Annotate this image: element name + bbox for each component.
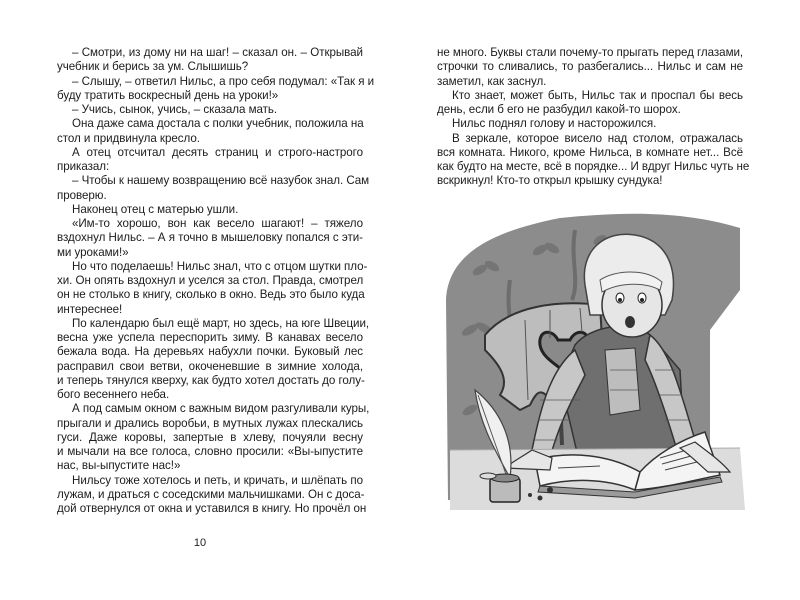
boy-mouth-open xyxy=(625,316,635,328)
text-line: стол и придвинула кресло. xyxy=(57,131,200,145)
text-line: Нильс поднял голову и насторожился. xyxy=(452,117,657,131)
right-page-text xyxy=(437,46,750,189)
text-line: А отец отсчитал десять страниц и строго-настрого xyxy=(72,145,363,159)
right-page xyxy=(400,0,800,600)
text-line: гуси. Даже коровы, запертые в хлеву, почуяли весну xyxy=(57,430,363,444)
text-line: – Чтобы к нашему возвращению всё назубок знал. Сам xyxy=(72,174,370,188)
text-line: лужам, и драться с соседскими мальчишками. Он с доса- xyxy=(57,487,365,501)
text-line: Она даже сама достала с полки учебник, положила на xyxy=(72,117,364,131)
text-line: Но что поделаешь! Нильс знал, что с отцом шутки пло- xyxy=(72,259,368,273)
text-line: учебник и берись за ум. Слышишь? xyxy=(57,60,249,74)
illustration-nils-reading xyxy=(440,210,785,515)
text-line: Кто знает, может быть, Нильс так и проспал бы весь xyxy=(452,88,743,102)
text-line: – Смотри, из дому ни на шаг! – сказал он. – Открывай xyxy=(72,46,363,59)
text-line: вскрикнул! Кто-то открыл крышку сундука! xyxy=(437,174,663,188)
text-line: А под самым окном с важным видом разгуливали куры, xyxy=(72,402,370,416)
text-line: бежала вода. На деревьях набухли почки. Буковый лес xyxy=(57,345,363,359)
text-line: заметил, как заснул. xyxy=(437,74,547,88)
text-line: Нильсу тоже хотелось и петь, и кричать, и шлёпать по xyxy=(72,473,363,487)
text-line: расправил свои ветви, окоченевшие в зимние холода, xyxy=(57,359,363,373)
text-line: и теперь тянулся кверху, как будто хотел достать до голу- xyxy=(57,373,365,387)
text-line: он не столько в книгу, сколько в окно. Ведь это было куда xyxy=(57,288,365,302)
text-line: «Им-то хорошо, вон как весело шагают! – тяжело xyxy=(72,217,363,230)
text-line: нас, вы-ыпустите нас!» xyxy=(57,459,181,473)
text-line: буду тратить воскресный день на уроки!» xyxy=(57,88,279,102)
text-line: По календарю был ещё март, но здесь, на юге Швеции, xyxy=(72,316,370,330)
text-line: проверю. xyxy=(57,188,107,202)
text-line: дой отвернулся от окна и уставился в книгу. Но прочёл он xyxy=(57,502,367,515)
left-page-text xyxy=(57,46,375,516)
page-number: 10 xyxy=(193,537,207,549)
text-line: вздохнул Нильс. – А я точно в мышеловку попался с эти- xyxy=(57,231,363,245)
text-line: приказал: xyxy=(57,160,110,173)
text-line: интереснее! xyxy=(57,302,123,316)
text-line: бого весеннего неба. xyxy=(57,388,170,401)
text-line: как будто на месте, всё в порядке... И вдруг Нильс чуть не xyxy=(437,160,750,173)
text-line: Наконец отец с матерью ушли. xyxy=(72,202,239,216)
text-line: – Учись, сынок, учись, – сказала мать. xyxy=(72,103,278,116)
text-line: – Слышу, – ответил Нильс, а про себя подумал: «Так я и xyxy=(72,74,375,88)
text-line: вся комната. Никого, кроме Нильса, в комнате нет... Всё xyxy=(437,145,743,159)
text-line: прыгали и дрались воробьи, в мутных лужах плескались xyxy=(57,416,363,430)
boy-shirt-front xyxy=(605,348,640,415)
text-line: хи. Он опять вздохнул и уселся за стол. Правда, смотрел xyxy=(57,274,364,287)
text-line: весна уже успела переспорить зиму. В канавах весело xyxy=(57,331,363,344)
text-line: В зеркале, которое висело над столом, отражалась xyxy=(452,131,743,145)
text-line: и мычали на все голоса, словно просили: «Вы-ыпустите xyxy=(57,445,363,458)
text-line: не много. Буквы стали почему-то прыгать перед глазами, xyxy=(437,46,744,59)
text-line: день, если б его не разбудил какой-то шорох. xyxy=(437,103,681,116)
text-line: строчки то сливались, то разбегались... Нильс и сам не xyxy=(437,60,743,74)
text-line: ми уроками!» xyxy=(57,245,129,259)
